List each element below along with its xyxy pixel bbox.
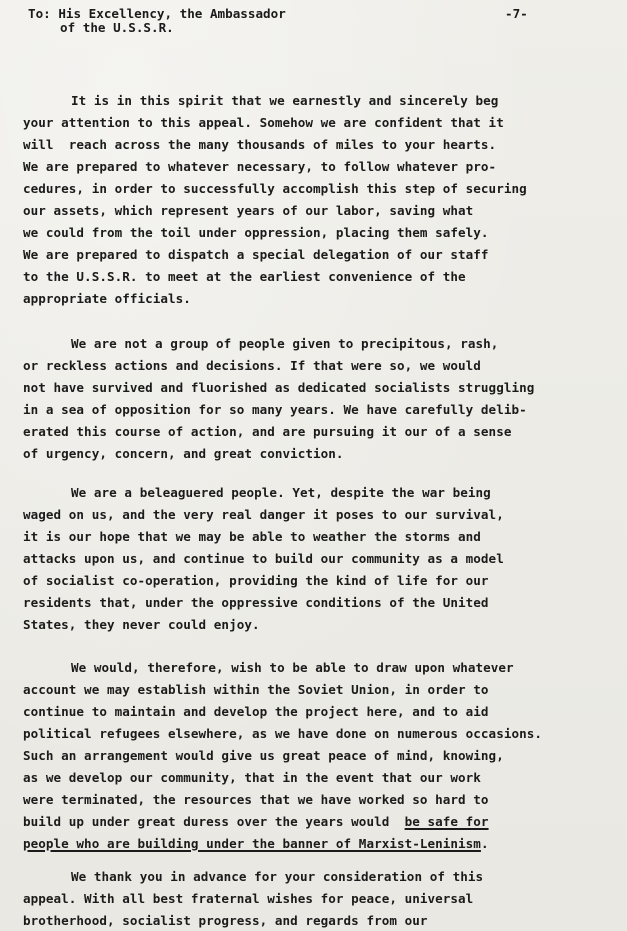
text-line: attacks upon us, and continue to build our community as a model — [23, 551, 504, 566]
text-line: as we develop our community, that in the event that our work — [23, 770, 481, 785]
text-line: our assets, which represent years of our labor, saving what — [23, 203, 474, 218]
text-line — [23, 812, 489, 832]
addressee-line-2: of the U.S.S.R. — [60, 20, 174, 35]
text-line: not have survived and fluorished as dedicated socialists struggling — [23, 380, 535, 395]
text-line: States, they never could enjoy. — [23, 617, 260, 632]
text-line: We are prepared to dispatch a special delegation of our staff — [23, 247, 489, 262]
text-line: or reckless actions and decisions. If that were so, we would — [23, 358, 481, 373]
text-line: account we may establish within the Soviet Union, in order to — [23, 682, 489, 697]
text-span: build up under great duress over the years would — [23, 814, 390, 829]
text-line: were terminated, the resources that we have worked so hard to — [23, 792, 489, 807]
text-span: . — [480, 836, 489, 851]
text-line: We are not a group of people given to precipitous, rash, — [71, 336, 499, 351]
text-line: appeal. With all best fraternal wishes for peace, universal — [23, 891, 474, 906]
underlined-text: be safe for — [404, 814, 489, 829]
text-line: residents that, under the oppressive conditions of the United — [23, 595, 489, 610]
text-line — [23, 834, 489, 854]
text-line: It is in this spirit that we earnestly and sincerely beg — [71, 93, 499, 108]
text-line: Such an arrangement would give us great peace of mind, knowing, — [23, 748, 504, 763]
text-line: We thank you in advance for your consideration of this — [71, 869, 484, 884]
text-line: We are prepared to whatever necessary, to follow whatever pro- — [23, 159, 497, 174]
letter-header — [0, 0, 627, 40]
text-line: continue to maintain and develop the project here, and to aid — [23, 704, 489, 719]
text-line: will reach across the many thousands of miles to your hearts. — [23, 137, 497, 152]
text-line: We are a beleaguered people. Yet, despite the war being — [71, 485, 491, 500]
text-line: waged on us, and the very real danger it poses to our survival, — [23, 507, 504, 522]
text-line: we could from the toil under oppression, placing them safely. — [23, 225, 489, 240]
text-line: erated this course of action, and are pursuing it our of a sense — [23, 424, 512, 439]
text-line: your attention to this appeal. Somehow we are confident that it — [23, 115, 504, 130]
text-line: appropriate officials. — [23, 291, 191, 306]
text-line: brotherhood, socialist progress, and regards from our — [23, 913, 428, 928]
text-line: cedures, in order to successfully accomplish this step of securing — [23, 181, 527, 196]
page-number: -7- — [505, 6, 528, 21]
text-line: it is our hope that we may be able to weather the storms and — [23, 529, 481, 544]
text-line: political refugees elsewhere, as we have done on numerous occasions. — [23, 726, 542, 741]
text-line: of socialist co-operation, providing the kind of life for our — [23, 573, 489, 588]
addressee-line-1: To: His Excellency, the Ambassador — [28, 6, 286, 21]
text-line: We would, therefore, wish to be able to draw upon whatever — [71, 660, 514, 675]
text-line: to the U.S.S.R. to meet at the earliest convenience of the — [23, 269, 466, 284]
text-line: in a sea of opposition for so many years. We have carefully delib- — [23, 402, 527, 417]
underlined-text: people who are building under the banner of Marxist-Leninism — [23, 836, 481, 851]
text-line: of urgency, concern, and great conviction. — [23, 446, 344, 461]
